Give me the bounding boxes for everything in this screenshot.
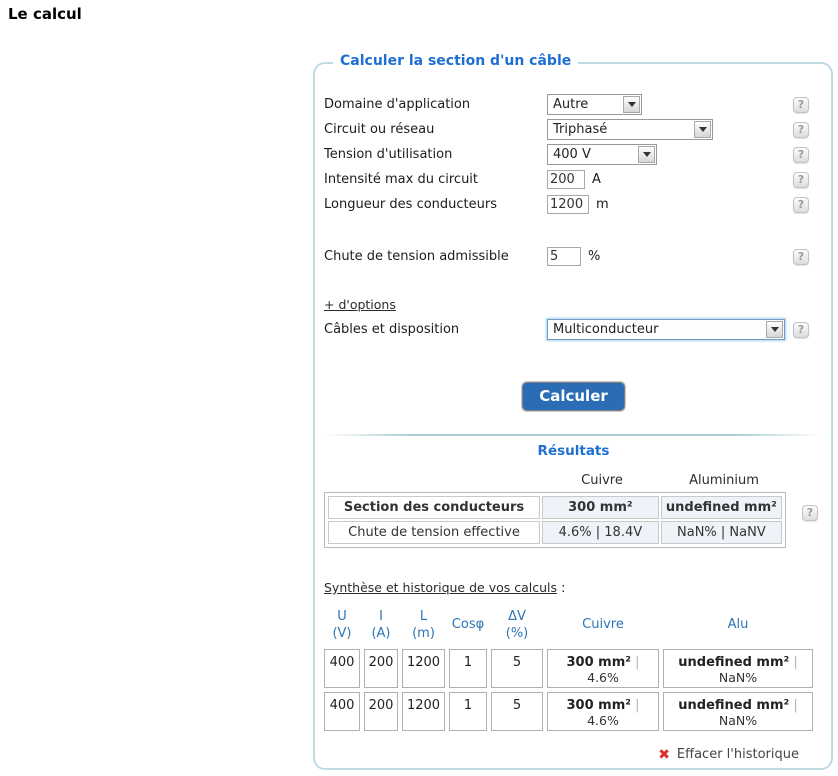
col-header-cosphi: Cosφ: [451, 617, 485, 633]
chute-cuivre-value: 4.6% | 18.4V: [542, 521, 659, 544]
col-header-u: U (V): [332, 609, 352, 641]
form-row-longueur: [324, 192, 823, 217]
results-col-cuivre: Cuivre: [581, 473, 623, 488]
help-icon[interactable]: ?: [802, 505, 818, 521]
cell-alu: undefined mm² | NaN%: [663, 649, 813, 688]
options-row: [324, 295, 823, 313]
cell-i: 200: [364, 649, 398, 688]
table-row: [324, 692, 813, 731]
history-link-suffix: :: [557, 581, 566, 596]
clear-history-label: Effacer l'historique: [676, 747, 799, 763]
clear-history-button[interactable]: [324, 747, 799, 763]
cell-i: 200: [364, 692, 398, 731]
cell-cuivre: 300 mm² | 4.6%: [547, 692, 659, 731]
red-x-icon: ✖: [658, 746, 670, 763]
longueur-input[interactable]: [547, 195, 589, 214]
history-link-row: [324, 580, 823, 596]
results-table: [324, 473, 814, 548]
dropdown-arrow-icon: [766, 321, 783, 338]
results-heading: Résultats: [537, 443, 610, 459]
circuit-selected-value: Triphasé: [553, 122, 608, 137]
domaine-label: Domaine d'application: [324, 97, 471, 112]
chute-input[interactable]: [547, 247, 581, 266]
form-row-intensite: [324, 167, 823, 192]
cell-dv: 5: [491, 692, 543, 731]
form-row-chute: [324, 244, 823, 269]
tension-label: Tension d'utilisation: [324, 147, 453, 162]
cell-cuivre: 300 mm² | 4.6%: [547, 649, 659, 688]
col-header-alu: Alu: [727, 617, 749, 633]
help-icon[interactable]: ?: [793, 122, 809, 138]
cell-dv: 5: [491, 649, 543, 688]
circuit-label: Circuit ou réseau: [324, 122, 435, 137]
chute-label: Chute de tension admissible: [324, 249, 509, 264]
table-row: [328, 496, 782, 519]
longueur-label: Longueur des conducteurs: [324, 197, 497, 212]
cables-select[interactable]: [547, 319, 785, 340]
help-icon[interactable]: ?: [793, 172, 809, 188]
section-cuivre-value: 300 mm²: [542, 496, 659, 519]
form-row-tension: [324, 142, 823, 167]
form-row-domaine: [324, 92, 823, 117]
tension-selected-value: 400 V: [553, 147, 591, 162]
dropdown-arrow-icon: [694, 121, 711, 138]
cell-l: 1200: [402, 692, 445, 731]
chute-alu-value: NaN% | NaNV: [661, 521, 782, 544]
chute-unit: %: [588, 249, 601, 264]
section-alu-value: undefined mm²: [661, 496, 782, 519]
history-table: [320, 603, 817, 735]
circuit-select[interactable]: [547, 119, 713, 140]
cables-label: Câbles et disposition: [324, 322, 460, 337]
cell-u: 400: [324, 692, 360, 731]
cell-alu: undefined mm² | NaN%: [663, 692, 813, 731]
page-title: Le calcul: [8, 5, 82, 23]
form-row-circuit: [324, 117, 823, 142]
help-icon[interactable]: ?: [793, 322, 809, 338]
history-header-row: [324, 607, 813, 645]
help-icon[interactable]: ?: [793, 197, 809, 213]
col-header-dv: ΔV (%): [505, 609, 529, 641]
section-row-label: Section des conducteurs: [328, 496, 540, 519]
col-header-l: L (m): [412, 609, 435, 641]
domaine-select[interactable]: [547, 94, 642, 115]
table-row: [328, 521, 782, 544]
help-icon[interactable]: ?: [793, 147, 809, 163]
calculate-button[interactable]: Calculer: [522, 382, 625, 411]
history-link[interactable]: Synthèse et historique de vos calculs: [324, 580, 558, 595]
intensite-input[interactable]: [547, 170, 585, 189]
domaine-selected-value: Autre: [553, 97, 589, 112]
chute-row-label: Chute de tension effective: [328, 521, 540, 544]
dropdown-arrow-icon: [638, 146, 655, 163]
cable-calculator-panel: [313, 53, 833, 770]
cell-cosphi: 1: [449, 649, 487, 688]
cell-u: 400: [324, 649, 360, 688]
col-header-cuivre: Cuivre: [582, 617, 624, 633]
longueur-unit: m: [596, 197, 609, 212]
form-row-cables: [324, 317, 823, 342]
cables-selected-value: Multiconducteur: [553, 322, 659, 337]
table-row: [324, 649, 813, 688]
results-col-aluminium: Aluminium: [689, 473, 759, 488]
cell-cosphi: 1: [449, 692, 487, 731]
intensite-unit: A: [592, 172, 601, 187]
intensite-label: Intensité max du circuit: [324, 172, 479, 187]
cell-l: 1200: [402, 649, 445, 688]
panel-legend: Calculer la section d'un câble: [333, 53, 578, 69]
help-icon[interactable]: ?: [793, 249, 809, 265]
dropdown-arrow-icon: [623, 96, 640, 113]
col-header-i: I (A): [371, 609, 391, 641]
section-divider: [324, 434, 823, 436]
more-options-link[interactable]: + d'options: [324, 296, 396, 312]
help-icon[interactable]: ?: [793, 97, 809, 113]
tension-select[interactable]: [547, 144, 657, 165]
